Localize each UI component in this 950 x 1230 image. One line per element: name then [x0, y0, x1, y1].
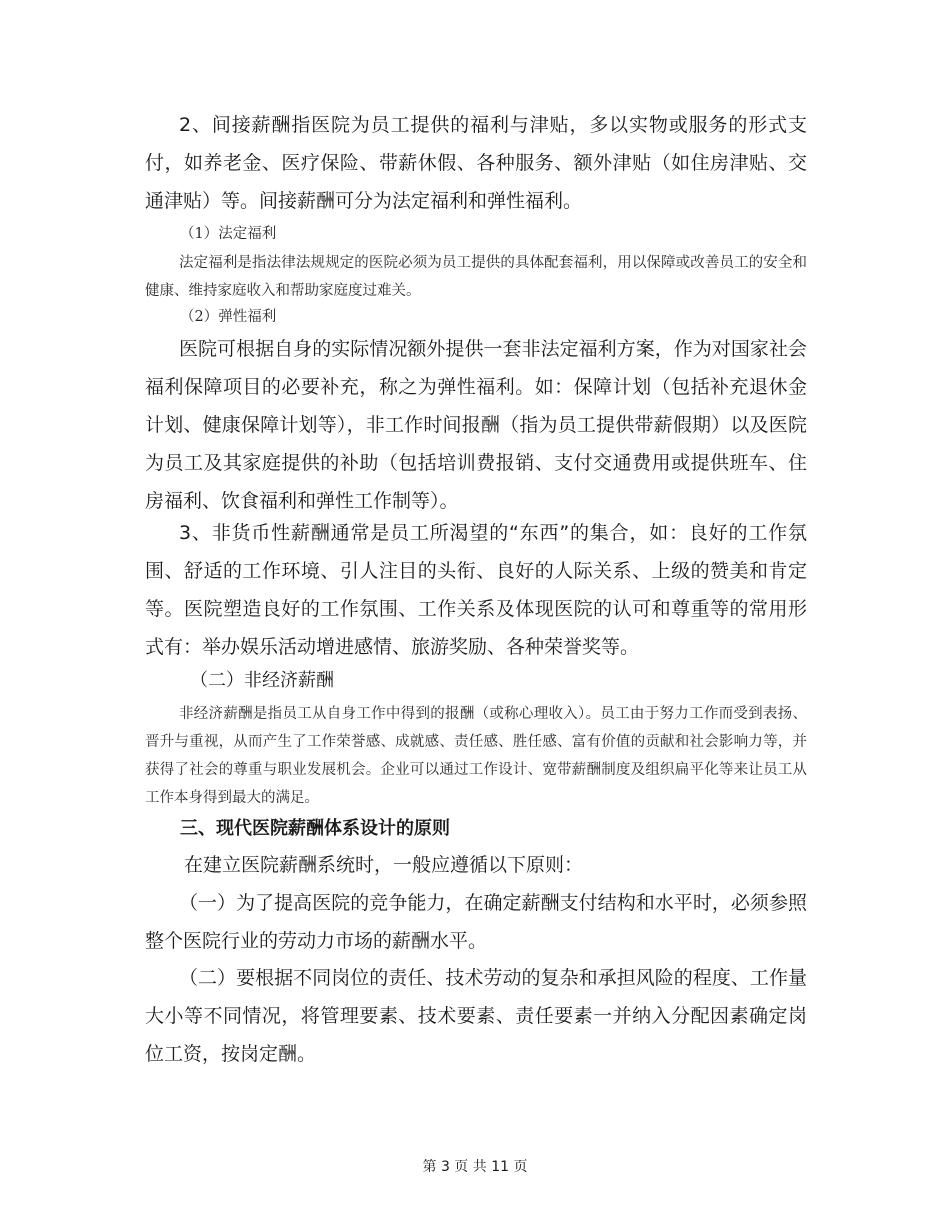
- page-number-footer: 第 3 页 共 11 页: [422, 1159, 528, 1175]
- heading-non-economic-compensation: （二）非经济薪酬: [190, 670, 334, 691]
- paragraph-indirect-compensation: 2、间接薪酬指医院为员工提供的福利与津贴，多以实物或服务的形式支付，如养老金、医疗保险、带薪休假、各种服务、额外津贴（如住房津贴、交通津贴）等。间接薪酬可分为法定福利和弹性福利。: [145, 114, 807, 212]
- paragraph-principle-one: （一）为了提高医院的竞争能力，在确定薪酬支付结构和水平时，必须参照整个医院行业的劳动力市场的薪酬水平。: [145, 892, 807, 952]
- paragraph-principles-intro: 在建立医院薪酬系统时，一般应遵循以下原则：: [184, 854, 584, 876]
- paragraph-statutory-welfare: 法定福利是指法律法规规定的医院必须为员工提供的具体配套福利，用以保障或改善员工的安全和健康、维持家庭收入和帮助家庭度过难关。: [145, 255, 807, 299]
- paragraph-principle-two: （二）要根据不同岗位的责任、技术劳动的复杂和承担风险的程度、工作量大小等不同情况，将管理要素、技术要素、责任要素一并纳入分配因素确定岗位工资，按岗定酬。: [145, 967, 807, 1065]
- heading-design-principles: 三、现代医院薪酬体系设计的原则: [180, 818, 450, 839]
- paragraph-non-economic-compensation: 非经济薪酬是指员工从自身工作中得到的报酬（或称心理收入）。员工由于努力工作而受到表扬、晋升与重视，从而产生了工作荣誉感、成就感、责任感、胜任感、富有价值的贡献和社会影响力等，并获得了社会的尊重与职业发展机会。企业可以通过工作设计、宽带薪酬制度及组织扁平化等来让员工从工作本身得到最大的满足。: [145, 706, 807, 806]
- paragraph-non-monetary-compensation: 3、非货币性薪酬通常是员工所渴望的“东西”的集合，如：良好的工作氛围、舒适的工作环境、引人注目的头衔、良好的人际关系、上级的赞美和肯定等。医院塑造良好的工作氛围、工作关系及体现医院的认可和尊重等的常用形式有：举办娱乐活动增进感情、旅游奖励、各种荣誉奖等。: [145, 522, 807, 658]
- paragraph-flexible-welfare: 医院可根据自身的实际情况额外提供一套非法定福利方案，作为对国家社会福利保障项目的必要补充，称之为弹性福利。如：保障计划（包括补充退休金计划、健康保障计划等），非工作时间报酬（指为员工提供带薪假期）以及医院为员工及其家庭提供的补助（包括培训费报销、支付交通费用或提供班车、住房福利、饮食福利和弹性工作制等）。: [145, 338, 807, 512]
- subheading-flexible-welfare: （2）弹性福利: [180, 309, 277, 325]
- subheading-statutory-welfare: （1）法定福利: [180, 226, 277, 242]
